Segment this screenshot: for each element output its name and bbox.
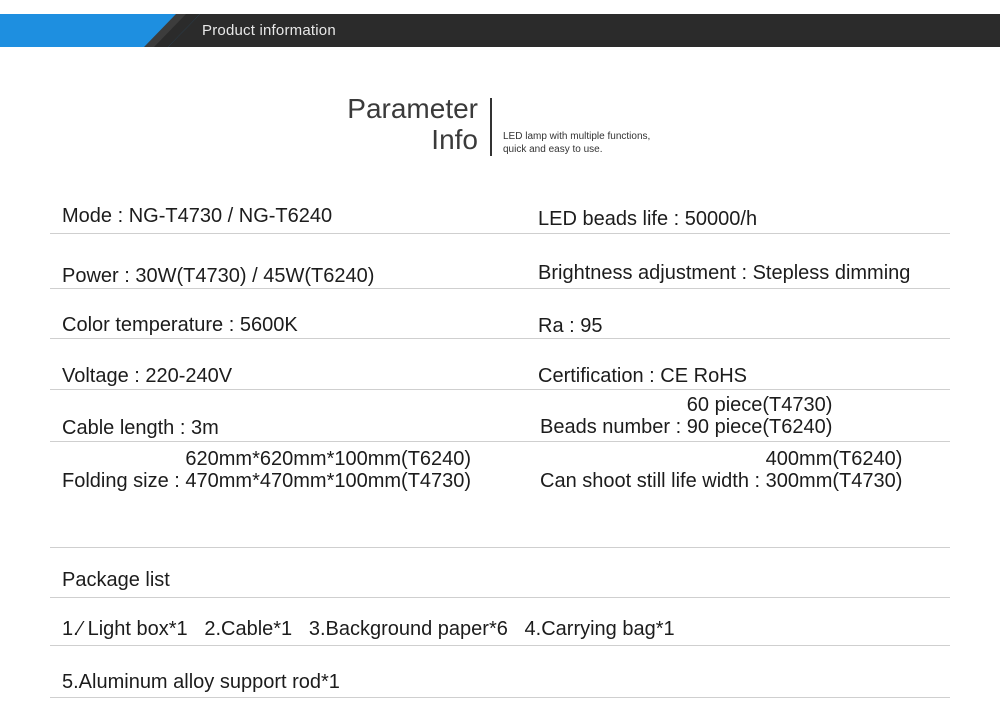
package-list-line1: 1.⁄ Light box*1 2.Cable*1 3.Background paper*6 4.Carrying bag*1	[62, 618, 675, 640]
param-folding-size	[62, 448, 471, 492]
param-value: NG-T4730 / NG-T6240	[128, 205, 333, 227]
param-mode	[62, 204, 332, 228]
param-label: Cable length :	[62, 417, 186, 439]
param-value-stack	[185, 448, 471, 492]
param-power	[62, 264, 374, 288]
param-value: 5600K	[239, 314, 298, 336]
row-divider	[50, 389, 950, 390]
section-title-line2: Info	[431, 124, 478, 155]
row-divider	[50, 597, 950, 598]
param-value-line1: 60 piece(T4730)	[686, 394, 833, 416]
param-label: LED beads life :	[538, 208, 680, 230]
param-brightness	[538, 261, 910, 285]
param-value: 95	[580, 315, 603, 337]
param-ra	[538, 314, 603, 338]
section-title-line1: Parameter	[347, 93, 478, 124]
param-value: 50000/h	[684, 208, 758, 230]
param-value-line2: 300mm(T4730)	[765, 470, 903, 492]
param-color-temperature	[62, 313, 298, 337]
section-subtitle-line1: LED lamp with multiple functions,	[503, 131, 651, 142]
param-value-stack	[687, 394, 833, 438]
param-beads-number	[540, 394, 832, 438]
param-shoot-width	[540, 448, 902, 492]
row-divider	[50, 645, 950, 646]
row-divider	[50, 288, 950, 289]
row-divider	[50, 697, 950, 698]
row-divider	[50, 233, 950, 234]
param-voltage	[62, 364, 232, 388]
param-label: Voltage :	[62, 365, 140, 387]
param-label: Ra :	[538, 315, 575, 337]
param-label: Beads number :	[540, 416, 682, 438]
param-value-line1: 620mm*620mm*100mm(T6240)	[185, 448, 472, 470]
param-beads-life	[538, 207, 757, 231]
param-value: Stepless dimming	[752, 262, 911, 284]
param-value: 3m	[190, 417, 219, 439]
package-list-title: Package list	[62, 569, 170, 591]
row-divider	[50, 441, 950, 442]
param-value-line1: 400mm(T6240)	[765, 448, 903, 470]
param-label: Color temperature :	[62, 314, 235, 336]
param-label: Brightness adjustment :	[538, 262, 747, 284]
param-label: Mode :	[62, 205, 124, 227]
row-divider	[50, 338, 950, 339]
param-label: Folding size :	[62, 470, 180, 492]
header-title: Product information	[202, 22, 336, 39]
param-value-line2: 90 piece(T6240)	[686, 416, 833, 438]
param-label: Can shoot still life width :	[540, 470, 761, 492]
param-certification	[538, 364, 747, 388]
param-value-stack	[766, 448, 903, 492]
heading-divider	[490, 98, 492, 156]
header-accent-stripe	[0, 14, 200, 47]
package-list-line2: 5.Aluminum alloy support rod*1	[62, 671, 340, 693]
param-value: CE RoHS	[660, 365, 747, 387]
param-label: Certification :	[538, 365, 655, 387]
row-divider	[50, 547, 950, 548]
param-cable-length	[62, 416, 219, 440]
param-label: Power :	[62, 265, 130, 287]
section-subtitle-line2: quick and easy to use.	[503, 144, 603, 155]
param-value: 30W(T4730) / 45W(T6240)	[135, 265, 375, 287]
param-value-line2: 470mm*470mm*100mm(T4730)	[185, 470, 472, 492]
param-value: 220-240V	[145, 365, 233, 387]
